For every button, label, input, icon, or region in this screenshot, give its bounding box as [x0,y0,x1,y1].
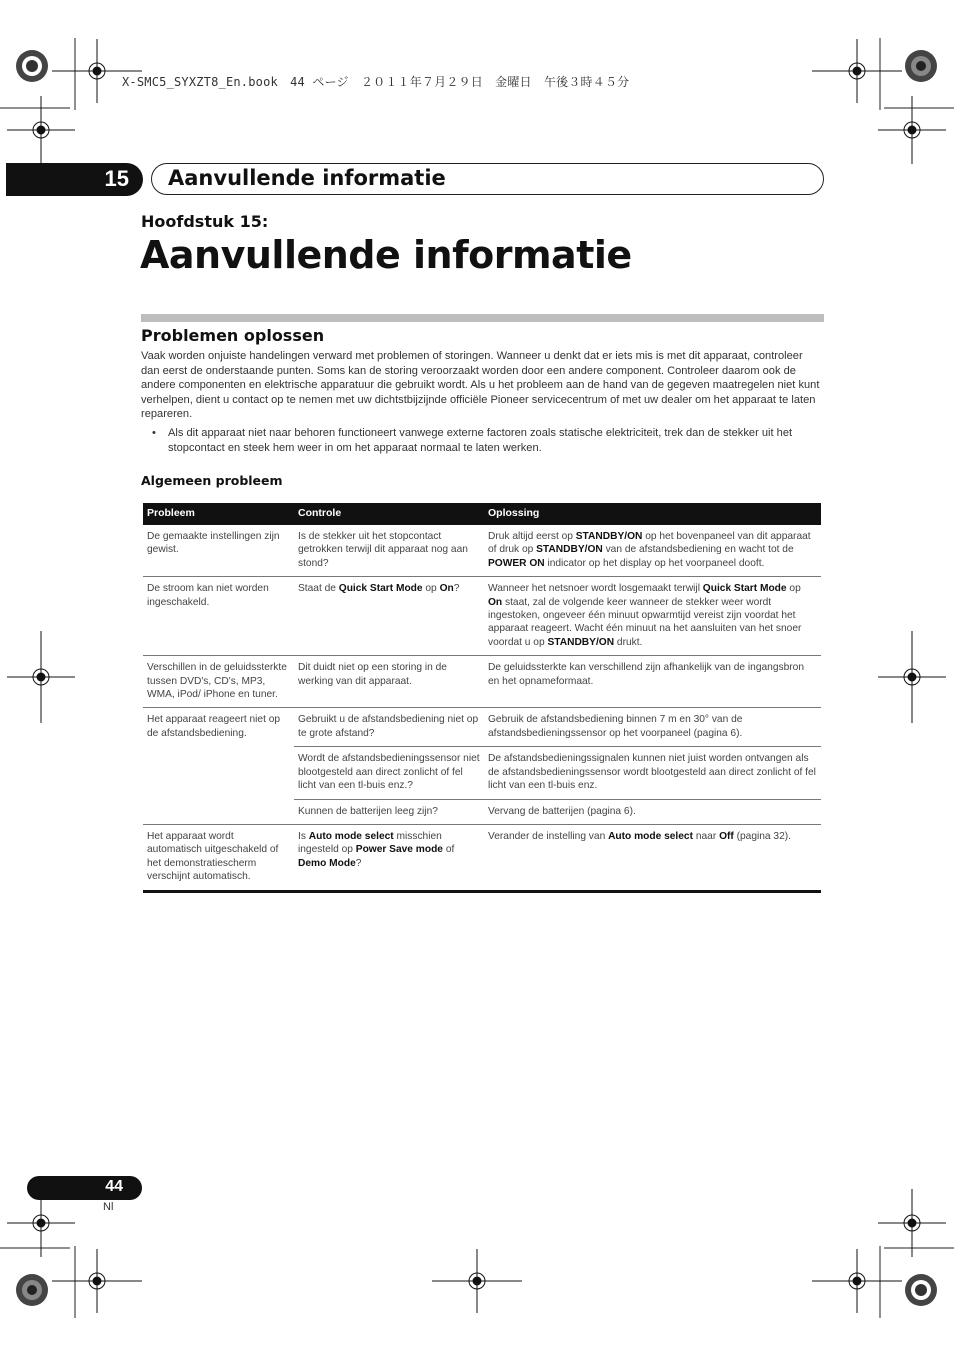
table-row [143,577,821,656]
cell-check: Staat de Quick Start Mode op On? [298,583,460,595]
table-header-row [143,503,821,525]
cell-check: Kunnen de batterijen leeg zijn? [298,805,438,817]
table-subrow [294,656,821,694]
chapter-running-title: Aanvullende informatie [168,166,446,190]
column-header-problem: Probleem [147,507,195,520]
section-title: Problemen oplossen [141,326,325,345]
table-row [143,708,821,824]
cell-problem: Het apparaat wordt automatisch uitgeschakeld of het demonstratiescherm verschijnt automatisch. [147,830,279,883]
bullet-item [152,426,824,455]
section-divider [141,314,824,322]
column-header-solution: Oplossing [488,507,540,520]
cell-solution: Gebruik de afstandsbediening binnen 7 m en 30° van de afstandsbedieningssensor op het voorpaneel (pagina 6). [488,714,743,739]
table-subrow [294,800,821,824]
table-subrow [294,747,821,799]
cell-check: Wordt de afstandsbedieningssensor niet blootgesteld aan direct zonlicht of fel licht van een tl-buis enz.? [298,753,480,792]
cell-solution: De geluidssterkte kan verschillend zijn afhankelijk van de ingangsbron en het opnameformaat. [488,662,804,687]
cell-problem: De gemaakte instellingen zijn gewist. [147,531,280,556]
cell-problem: Het apparaat reageert niet op de afstandsbediening. [147,714,281,739]
cell-problem: De stroom kan niet worden ingeschakeld. [147,583,269,608]
cell-solution: Verander de instelling van Auto mode select naar Off (pagina 32). [488,830,791,842]
chapter-number: 15 [104,166,129,191]
cell-check: Gebruikt u de afstandsbediening niet op te grote afstand? [298,714,479,739]
column-header-check: Controle [298,507,342,520]
table-row [143,525,821,577]
cell-problem: Verschillen in de geluidssterkte tussen DVD's, CD's, MP3, WMA, iPod/ iPhone en tuner. [147,662,287,701]
table-body [143,525,821,890]
chapter-number-badge [6,163,143,196]
page-number-badge [27,1176,142,1200]
bullet-text: Als dit apparaat niet naar behoren functioneert vanwege externe factoren zoals statische elektriciteit, trek dan de stekker uit het stopcontact en steek hem weer in om het apparaat normaal te laten werken. [168,427,793,454]
language-code: Nl [103,1201,114,1213]
chapter-label: Hoofdstuk 15: [141,212,269,231]
table-row [143,825,821,890]
table-subrow [294,525,821,576]
table-subrow [294,577,821,655]
cell-check: Is Auto mode select misschien ingesteld op Power Save mode of Demo Mode? [298,830,455,869]
bullet-marker: • [152,427,156,439]
print-header-line: X-SMC5_SYXZT8_En.book 44 ページ ２０１１年７月２９日 金曜日 午後３時４５分 [122,75,630,89]
cell-solution: De afstandsbedieningssignalen kunnen niet juist worden ontvangen als de afstandsbedieningssensor wordt blootgesteld aan direct zonlicht of fel licht van een tl-buis enz. [488,753,816,792]
cell-solution: Druk altijd eerst op STANDBY/ON op het bovenpaneel van dit apparaat of druk op STANDBY/ON van de afstandsbediening en wacht tot de POWER ON indicator op het display op het voorpaneel dooft. [488,531,811,569]
table-subrow [294,825,821,876]
table-title: Algemeen probleem [141,473,283,488]
chapter-running-title-box [151,163,824,195]
cell-check: Is de stekker uit het stopcontact getrokken terwijl dit apparaat nog aan stond? [298,531,468,569]
troubleshooting-table [143,503,821,893]
page-title: Aanvullende informatie [140,233,632,277]
cell-check: Dit duidt niet op een storing in de werking van dit apparaat. [298,662,447,687]
cell-solution: Vervang de batterijen (pagina 6). [488,805,636,817]
page-number: 44 [105,1178,123,1195]
cell-solution: Wanneer het netsnoer wordt losgemaakt terwijl Quick Start Mode op On staat, zal de volgende keer wanneer de stekker weer wordt ingestoken, ongeveer één minuut opwarmtijd vereist zijn voordat het apparaat reageert. Wacht één minuut na het aansluiten van het snoer voordat u op STANDBY/ON drukt. [488,583,802,648]
table-subrow [294,708,821,747]
table-row [143,656,821,708]
intro-paragraph: Vaak worden onjuiste handelingen verward met problemen of storingen. Wanneer u denkt dat er iets mis is met dit apparaat, controleer dan eerst de onderstaande punten. Soms kan de storing veroorzaakt worden door een andere component. Controleer daarom ook de andere componenten en elektrische apparatuur die gebruikt wordt. Als u het probleem aan de hand van de gegeven maatregelen niet kunt verhelpen, dient u contact op te nemen met uw dichtstbijzijnde officiële Pioneer servicecentrum of met uw dealer om het apparaat te laten repareren. [141,350,820,420]
